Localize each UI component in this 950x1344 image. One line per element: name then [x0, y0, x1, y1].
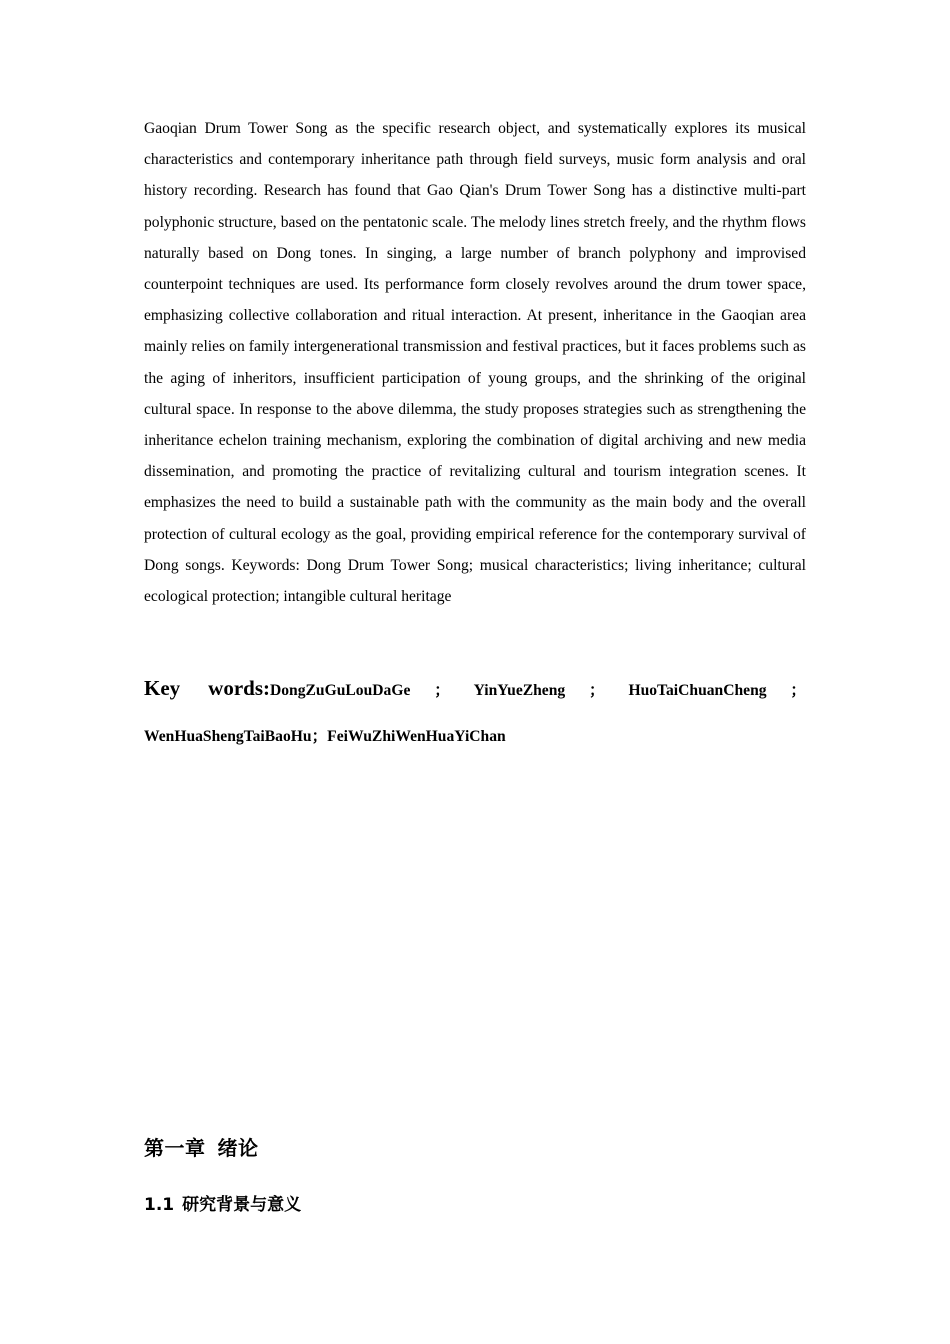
chapter-heading [144, 1132, 259, 1161]
abstract-paragraph: Gaoqian Drum Tower Song as the specific research object, and systematically explores its musical characteristics and contemporary inheritance path through field surveys, music form analysis and oral history recording. Research has found that Gao Qian's Drum Tower Song has a distinctive multi-part polyphonic structure, based on the pentatonic scale. The melody lines stretch freely, and the rhythm flows naturally based on Dong tones. In singing, a large number of branch polyphony and improvised counterpoint techniques are used. Its performance form closely revolves around the drum tower space, emphasizing collective collaboration and ritual interaction. At present, inheritance in the Gaoqian area mainly relies on family intergenerational transmission and festival practices, but it faces problems such as the aging of inheritors, insufficient participation of young groups, and the shrinking of the original cultural space. In response to the above dilemma, the study proposes strategies such as strengthening the inheritance echelon training mechanism, exploring the combination of digital archiving and new media dissemination, and promoting the practice of revitalizing cultural and tourism integration scenes. It emphasizes the need to build a sustainable path with the community as the main body and the overall protection of cultural ecology as the goal, providing empirical reference for the contemporary survival of Dong songs. Keywords: Dong Drum Tower Song; musical characteristics; living inheritance; cultural ecological protection; intangible cultural heritage [144, 120, 806, 606]
keyword-separator: ； [790, 682, 806, 699]
keyword-item: YinYueZheng [473, 682, 566, 699]
section-title-text: 研究背景与意义 [182, 1195, 302, 1215]
chapter-title-text: 绪论 [217, 1136, 259, 1160]
chapter-number: 第一章 [144, 1136, 206, 1160]
section-heading [144, 1190, 301, 1215]
keywords-label-words [208, 676, 410, 701]
keyword-item: WenHuaShengTaiBaoHu [144, 728, 312, 745]
keyword-separator: ； [434, 682, 450, 699]
keyword-item: HuoTaiChuanCheng [628, 682, 767, 699]
keywords-line-1 [144, 676, 806, 712]
keywords-label [144, 676, 410, 701]
keywords-label-words-text: words: [208, 676, 270, 700]
keyword-item: FeiWuZhiWenHuaYiChan [327, 728, 506, 745]
keywords-line-2 [144, 724, 806, 746]
keyword-separator: ； [311, 728, 328, 745]
keywords-block [144, 676, 806, 746]
keywords-label-key: Key [144, 676, 181, 700]
keyword-separator: ； [589, 682, 605, 699]
keyword-item: DongZuGuLouDaGe [270, 682, 411, 699]
section-number: 1.1 [144, 1195, 175, 1215]
